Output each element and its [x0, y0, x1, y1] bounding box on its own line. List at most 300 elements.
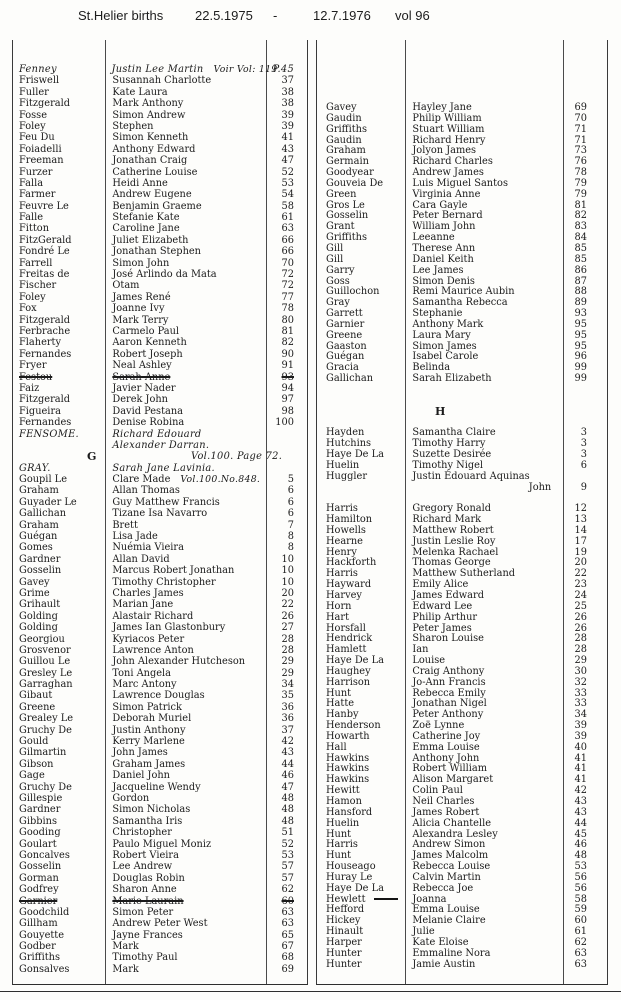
- register-row: [13, 827, 307, 838]
- name-cell: [104, 656, 264, 667]
- surname: Flaherty: [19, 337, 62, 349]
- register-row: [13, 964, 307, 975]
- page-number: 93: [574, 308, 587, 320]
- given-names: Heidi Anne: [112, 177, 168, 189]
- surname-cell: [13, 634, 104, 645]
- given-names: Virginia Anne: [412, 188, 481, 200]
- surname: Huelin: [326, 817, 360, 829]
- page-cell: [264, 577, 307, 588]
- given-names: Peter Anthony: [412, 709, 484, 721]
- surname: Foiadelli: [19, 143, 62, 155]
- page-cell: [264, 941, 307, 952]
- spacer-row: [317, 396, 607, 407]
- page-number: 63: [281, 223, 294, 235]
- page-number: 33: [574, 687, 587, 699]
- page-number: 86: [574, 264, 587, 276]
- given-names: Allan Thomas: [112, 485, 180, 497]
- surname: Fernandes: [19, 348, 72, 360]
- page-cell: [264, 87, 307, 98]
- page-cell: [264, 565, 307, 576]
- given-names: Calvin Martin: [412, 871, 481, 883]
- register-row: [13, 110, 307, 121]
- page-cell: [264, 634, 307, 645]
- register-row: [13, 87, 307, 98]
- surname: Fischer: [19, 280, 57, 292]
- surname: Fitzgerald: [19, 394, 71, 406]
- register-row: [13, 793, 307, 804]
- handwritten-annotation: Vol.100. Page 72.: [191, 451, 283, 463]
- given-names: Neal Ashley: [112, 360, 172, 372]
- page-number: 72: [281, 269, 294, 281]
- page-number: 10: [281, 553, 294, 565]
- name-cell: [104, 816, 264, 827]
- page-cell: [264, 372, 307, 383]
- surname-cell: [13, 747, 104, 758]
- surname: Goodyear: [326, 167, 374, 179]
- given-names: Robert William: [412, 763, 488, 775]
- register-row: [13, 816, 307, 827]
- register-row: [13, 873, 307, 884]
- register-row: [13, 554, 307, 565]
- surname: Haughey: [326, 665, 371, 677]
- page-number: 85: [574, 253, 587, 265]
- name-cell: [104, 121, 264, 132]
- given-names: James Ian Glastonbury: [112, 622, 226, 634]
- surname-cell: [13, 816, 104, 827]
- register-row: [13, 770, 307, 781]
- given-names: Kate Eloise: [412, 936, 469, 948]
- page-cell: [264, 258, 307, 269]
- page-cell: [561, 960, 607, 971]
- given-names: Laura Mary: [412, 329, 471, 341]
- name-cell: [104, 258, 264, 269]
- given-names: Timothy Paul: [112, 952, 178, 964]
- given-names: Kyriacos Peter: [112, 633, 185, 645]
- given-names: José Arlindo da Mata: [112, 269, 217, 281]
- given-names: Robert Vieira: [112, 849, 179, 861]
- surname: Howells: [326, 524, 366, 536]
- surname: Freeman: [19, 155, 64, 167]
- page-number: 70: [574, 112, 587, 124]
- surname: Grime: [19, 587, 50, 599]
- surname-cell: [13, 246, 104, 257]
- register-row: [13, 372, 307, 383]
- page-number: 20: [281, 587, 294, 599]
- given-names: Sarah Elizabeth: [412, 373, 492, 385]
- page-number: 85: [574, 242, 587, 254]
- page-cell: [264, 622, 307, 633]
- given-names: Andrew James: [412, 167, 484, 179]
- name-cell: [104, 565, 264, 576]
- surname: Griffiths: [19, 952, 61, 964]
- name-cell: [104, 383, 264, 394]
- surname: Gracia: [326, 362, 359, 374]
- page-number: 87: [574, 275, 587, 287]
- register-row: [13, 599, 307, 610]
- surname-cell: [13, 258, 104, 269]
- name-cell: [104, 429, 264, 440]
- name-cell: [104, 474, 264, 485]
- register-row: [13, 588, 307, 599]
- given-names: Richard Mark: [412, 514, 482, 526]
- surname: Golding: [19, 622, 58, 634]
- given-names: Melenka Rachael: [412, 546, 499, 558]
- surname-cell: [13, 406, 104, 417]
- surname: Greene: [19, 701, 56, 713]
- register-row: [13, 930, 307, 941]
- surname: Harvey: [326, 589, 362, 601]
- register-row: [13, 269, 307, 280]
- page-number: 39: [281, 120, 294, 132]
- surname-cell: [13, 656, 104, 667]
- page-number: 36: [281, 701, 294, 713]
- given-names: Sharon Anne: [112, 884, 177, 896]
- name-cell: [104, 713, 264, 724]
- surname: Hart: [326, 611, 350, 623]
- surname: Guillochon: [326, 286, 380, 298]
- page-number: 24: [574, 589, 587, 601]
- page-cell: [264, 542, 307, 553]
- given-names: Susannah Charlotte: [112, 75, 212, 87]
- page-cell: [264, 394, 307, 405]
- register-row: [13, 679, 307, 690]
- page-number: 29: [281, 656, 294, 668]
- page-number: 32: [574, 676, 587, 688]
- given-names: Joanna: [412, 893, 447, 905]
- surname-cell: [13, 337, 104, 348]
- register-row: [13, 656, 307, 667]
- page-number: 43: [574, 796, 587, 807]
- section-header-row: [317, 404, 607, 418]
- page-cell: [265, 64, 307, 75]
- page-cell: [561, 483, 607, 494]
- register-row: [13, 668, 307, 679]
- page-number: 73: [574, 145, 587, 157]
- surname: Hackforth: [326, 557, 377, 569]
- page-number: 95: [574, 329, 587, 341]
- register-row: [13, 212, 307, 223]
- surname: Figueira: [19, 405, 61, 417]
- page-number: 56: [574, 882, 587, 894]
- register-row: [13, 839, 307, 850]
- page-number: 41: [574, 763, 587, 775]
- surname-cell: [13, 360, 104, 371]
- given-names: Richard Charles: [412, 156, 493, 168]
- surname-cell: [13, 98, 104, 109]
- given-names: Leeanne: [412, 232, 455, 244]
- surname: Griffiths: [326, 123, 368, 135]
- register-row: [13, 622, 307, 633]
- page-number: 46: [574, 839, 587, 851]
- page-cell: [264, 360, 307, 371]
- register-row: [317, 483, 607, 494]
- date-from: 22.5.1975: [195, 8, 253, 23]
- surname-cell: [13, 668, 104, 679]
- surname: Hewitt: [326, 785, 360, 797]
- given-names: Peter James: [412, 622, 472, 634]
- surname: Gros Le: [326, 199, 365, 211]
- handwritten-annotation: Voir Vol: 119: [213, 64, 278, 75]
- register-row: [13, 201, 307, 212]
- page-number: 47: [281, 155, 294, 167]
- surname: Gavey: [19, 576, 50, 588]
- surname: Gallichan: [19, 508, 67, 520]
- surname: Harris: [326, 503, 358, 515]
- register-row: [13, 485, 307, 496]
- register-row: [13, 406, 307, 417]
- register-sheet: [0, 40, 621, 992]
- surname: Fenney: [19, 64, 57, 75]
- page-number: 41: [281, 132, 294, 144]
- page-cell: [264, 235, 307, 246]
- page-number: 19: [574, 546, 587, 558]
- page-cell: [264, 178, 307, 189]
- name-cell: [104, 463, 264, 474]
- surname-cell: [13, 782, 104, 793]
- surname-cell: [13, 839, 104, 850]
- page-number: 26: [574, 622, 587, 634]
- page-number: 66: [281, 234, 294, 246]
- page-number: 48: [281, 815, 294, 827]
- surname-cell: [13, 508, 104, 519]
- given-names: Justin Leslie Roy: [412, 535, 496, 547]
- register-row: [13, 360, 307, 371]
- surname: Fox: [19, 303, 37, 315]
- page-cell: [264, 611, 307, 622]
- name-cell: [104, 941, 264, 952]
- page-number: 39: [281, 109, 294, 121]
- given-names: Louise: [412, 655, 446, 667]
- page-number: 57: [281, 861, 294, 873]
- given-names: Timothy Harry: [412, 438, 486, 450]
- given-names: Robert Joseph: [112, 348, 183, 360]
- name-cell: [104, 850, 264, 861]
- page-cell: [264, 668, 307, 679]
- name-cell: [104, 554, 264, 565]
- page-number: 59: [574, 904, 587, 916]
- name-cell: [104, 622, 264, 633]
- right-register-column: [316, 40, 608, 985]
- date-range-dash: -: [273, 8, 278, 23]
- page-number: 3: [580, 438, 587, 450]
- given-names: Edward Lee: [412, 600, 473, 612]
- given-names: Alison Margaret: [412, 774, 494, 786]
- surname-cell: [13, 201, 104, 212]
- surname-cell: [13, 770, 104, 781]
- register-row: [13, 702, 307, 713]
- given-names: Guy Matthew Francis: [112, 496, 220, 508]
- register-row: [13, 634, 307, 645]
- page-number: 48: [281, 793, 294, 804]
- surname-cell: [13, 474, 104, 485]
- given-names: Andrew Simon: [412, 839, 486, 851]
- register-row: [13, 736, 307, 747]
- surname: FitzGerald: [19, 234, 72, 246]
- register-row: [13, 907, 307, 918]
- date-to: 12.7.1976: [313, 8, 371, 23]
- page-cell: [264, 269, 307, 280]
- surname-cell: [13, 861, 104, 872]
- surname: Haye De La: [326, 655, 384, 667]
- name-cell: [104, 326, 264, 337]
- given-names: Lee Andrew: [112, 861, 173, 873]
- surname: Graham: [19, 519, 59, 531]
- register-row: [13, 155, 307, 166]
- given-names: Justin Anthony: [112, 724, 186, 736]
- surname: Fryer: [19, 360, 47, 372]
- page-number: 93: [281, 371, 294, 383]
- page-number: 28: [281, 644, 294, 656]
- given-names: Gordon: [112, 793, 150, 804]
- page-number: 99: [574, 373, 587, 385]
- given-names: Lawrence Douglas: [112, 690, 205, 702]
- surname: Gresley Le: [19, 667, 73, 679]
- surname: Godfrey: [19, 884, 59, 896]
- surname: Haye De La: [326, 882, 384, 894]
- surname: Fitton: [19, 223, 50, 235]
- register-row: [13, 747, 307, 758]
- register-row: [13, 941, 307, 952]
- surname: Hefford: [326, 904, 365, 916]
- surname: Green: [326, 188, 357, 200]
- name-cell: [104, 827, 264, 838]
- page-number: 99: [574, 362, 587, 374]
- surname: Harrison: [326, 676, 371, 688]
- page-number: 48: [281, 804, 294, 816]
- surname: Falla: [19, 177, 44, 189]
- given-names: Gregory Ronald: [412, 503, 492, 515]
- page-cell: [264, 349, 307, 360]
- page-number: 13: [574, 514, 587, 526]
- given-names: Zoë Lynne: [412, 720, 465, 732]
- given-names: Rebecca Emily: [412, 687, 486, 699]
- surname: Gosselin: [19, 861, 62, 873]
- surname-cell: [13, 622, 104, 633]
- page-number: 6: [287, 485, 294, 497]
- register-row: [13, 884, 307, 895]
- surname-cell: [13, 303, 104, 314]
- given-names: Thomas George: [412, 557, 491, 569]
- page-number: 37: [281, 724, 294, 736]
- surname: Gibaut: [19, 690, 53, 702]
- page-number: 45: [574, 828, 587, 840]
- page-number: 10: [281, 576, 294, 588]
- surname-cell: [317, 472, 404, 483]
- page-cell: [264, 189, 307, 200]
- name-cell: [104, 178, 264, 189]
- surname: Griffiths: [326, 232, 368, 244]
- page-number: 44: [574, 817, 587, 829]
- page-cell: [264, 497, 307, 508]
- name-cell: [104, 440, 264, 451]
- register-row: [13, 565, 307, 576]
- register-row: [13, 189, 307, 200]
- surname-cell: [13, 850, 104, 861]
- surname: Horn: [326, 600, 352, 612]
- surname: Gillham: [19, 918, 58, 930]
- surname: Hutchins: [326, 438, 372, 450]
- surname: GRAY.: [19, 462, 51, 474]
- given-names: Jonathan Craig: [112, 155, 188, 167]
- surname: Golding: [19, 610, 58, 622]
- page-title: St.Helier births: [78, 8, 164, 23]
- surname-cell: [13, 497, 104, 508]
- page-number: 6: [287, 508, 294, 520]
- page-cell: [264, 201, 307, 212]
- page-number: 3: [580, 449, 587, 460]
- register-row: [13, 167, 307, 178]
- given-names: Juliet Elizabeth: [112, 234, 189, 246]
- surname-cell: [13, 679, 104, 690]
- page-number: 29: [574, 655, 587, 667]
- page-number: 43: [281, 747, 294, 759]
- page-number: 70: [281, 257, 294, 269]
- register-row: [13, 394, 307, 405]
- given-names: James Malcolm: [412, 850, 489, 862]
- given-names: Otam: [112, 280, 140, 292]
- given-names: Alastair Richard: [112, 610, 194, 622]
- page-cell: [264, 155, 307, 166]
- page-number: 26: [574, 611, 587, 623]
- given-names: Melanie Claire: [412, 915, 486, 927]
- page-number: 81: [281, 325, 294, 337]
- surname: Grihault: [19, 599, 61, 611]
- register-row: [13, 861, 307, 872]
- page-number: 88: [574, 286, 587, 298]
- name-cell: [104, 212, 264, 223]
- name-cell: [104, 918, 264, 929]
- surname: Guégan: [19, 531, 58, 543]
- register-row: [13, 782, 307, 793]
- given-names: John: [528, 481, 552, 493]
- surname-cell: [13, 645, 104, 656]
- register-row: [13, 508, 307, 519]
- page-number: 51: [281, 827, 294, 839]
- page-number: 17: [574, 535, 587, 547]
- page-number: 43: [574, 806, 587, 818]
- page-number: 42: [281, 736, 294, 748]
- page-number: 90: [281, 348, 294, 360]
- surname-cell: [13, 804, 104, 815]
- handwritten-annotation: Vol.100.No.848.: [180, 474, 261, 486]
- given-names: Sharon Louise: [412, 633, 484, 645]
- surname: Gaudin: [326, 112, 362, 124]
- given-names: Benjamin Graeme: [112, 200, 202, 212]
- register-row: [13, 440, 307, 451]
- surname: Faiz: [19, 382, 40, 394]
- page-number: 97: [281, 394, 294, 406]
- given-names: Philip Arthur: [412, 611, 478, 623]
- surname: Guillou Le: [19, 656, 71, 668]
- page-number: 38: [281, 86, 294, 98]
- page-cell: [264, 520, 307, 531]
- given-names: James Edward: [412, 589, 484, 601]
- given-names: Lawrence Anton: [112, 644, 194, 656]
- page-number: 69: [281, 963, 294, 975]
- surname: Gavey: [326, 102, 357, 113]
- given-names: Douglas Robin: [112, 872, 185, 884]
- surname-cell: [13, 565, 104, 576]
- surname: Hendrick: [326, 633, 373, 645]
- name-cell: [104, 223, 264, 234]
- name-cell: [104, 246, 264, 257]
- page-number: 78: [574, 167, 587, 179]
- page-number: 53: [281, 849, 294, 861]
- page-cell: [264, 167, 307, 178]
- surname-cell: [13, 269, 104, 280]
- page-number: 52: [281, 838, 294, 850]
- surname: Harper: [326, 936, 362, 948]
